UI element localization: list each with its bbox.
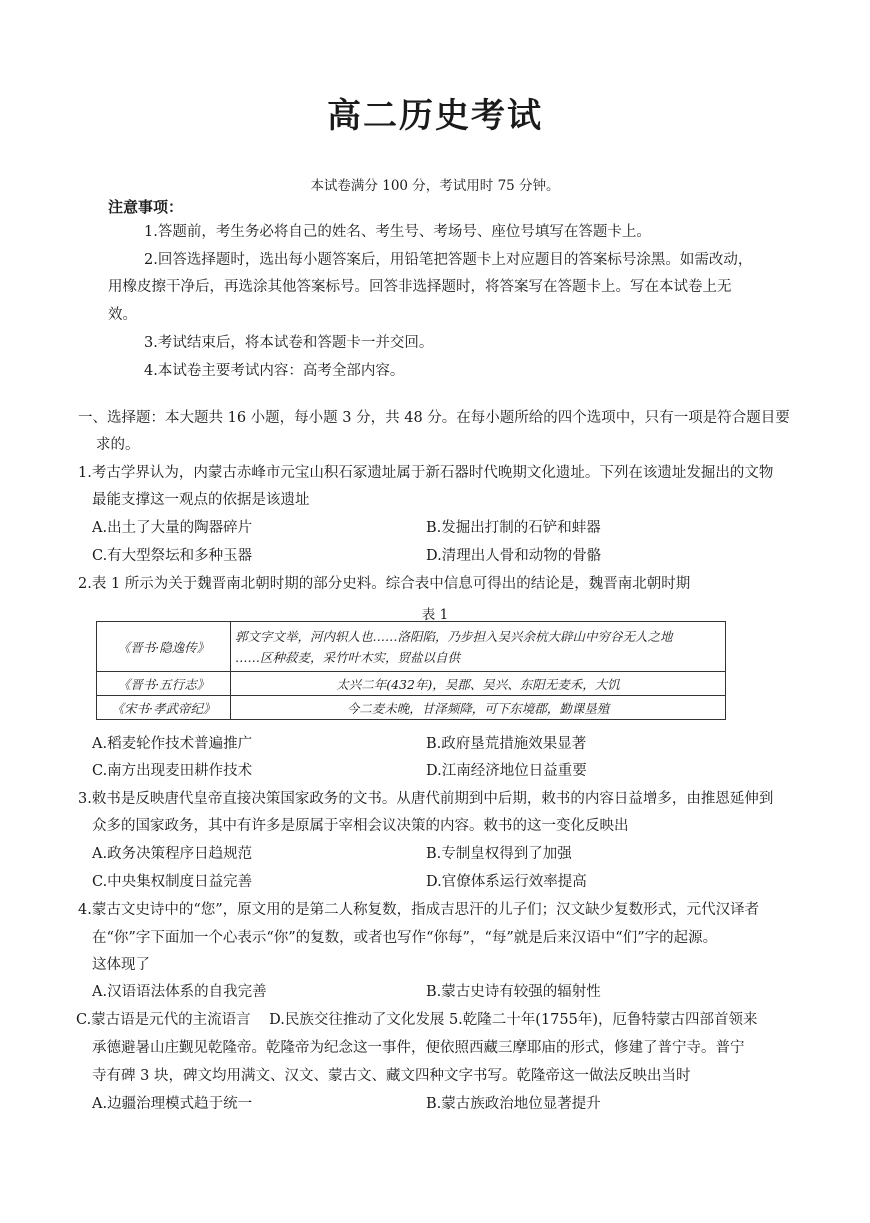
table-cell-text-line-2: ……区种菽麦，采竹叶木实，贸盐以自供 (235, 649, 461, 665)
question-1-option-c: C.有大型祭坛和多种玉器 (92, 548, 253, 564)
question-2-stem: 2.表 1 所示为关于魏晋南北朝时期的部分史料。综合表中信息可得出的结论是，魏晋南北朝时期 (78, 576, 691, 592)
question-3-option-b: B.专制皇权得到了加强 (426, 846, 572, 862)
question-1-option-b: B.发掘出打制的石铲和蚌器 (426, 520, 601, 536)
question-5-option-b: B.蒙古族政治地位显著提升 (426, 1096, 601, 1112)
table-cell-text (231, 622, 726, 672)
question-4-option-b: B.蒙古史诗有较强的辐射性 (426, 984, 601, 1000)
question-3-option-c: C.中央集权制度日益完善 (92, 874, 253, 890)
note-item-3: 3.考试结束后，将本试卷和答题卡一并交回。 (144, 335, 434, 351)
notes-heading: 注意事项： (108, 198, 184, 216)
note-item-1: 1.答题前，考生务必将自己的姓名、考生号、考场号、座位号填写在答题卡上。 (144, 224, 651, 240)
table-cell-book: 《晋书·五行志》 (97, 672, 231, 696)
question-3-stem-line-2: 众多的国家政务，其中有许多是原属于宰相会议决策的内容。敕书的这一变化反映出 (92, 818, 629, 834)
question-2-option-b: B.政府垦荒措施效果显著 (426, 736, 587, 752)
table-row (97, 696, 726, 720)
question-5-stem-line-3: 寺有碑 3 块，碑文均用满文、汉文、蒙古文、藏文四种文字书写。乾隆帝这一做法反映出当时 (92, 1068, 691, 1084)
question-5-stem-line-2: 承德避暑山庄觐见乾隆帝。乾隆帝为纪念这一事件，便依照西藏三摩耶庙的形式，修建了普宁寺。普宁 (92, 1040, 745, 1056)
question-3-option-a: A.政务决策程序日趋规范 (92, 846, 253, 862)
table-cell-book: 《晋书·隐逸传》 (97, 622, 231, 672)
question-4-stem-line-2: 在“你”字下面加一个心表示“你”的复数，或者也写作“你每”，“每”就是后来汉语中“们”字的起源。 (92, 930, 718, 946)
table-cell-text: 太兴二年(432年)，吴郡、吴兴、东阳无麦禾，大饥 (231, 672, 726, 696)
question-2-option-d: D.江南经济地位日益重要 (426, 763, 587, 779)
note-item-2-line-3: 效。 (108, 307, 137, 323)
note-item-2-line-2: 用橡皮擦干净后，再选涂其他答案标号。回答非选择题时，将答案写在答题卡上。写在本试卷上无 (108, 279, 732, 295)
section-heading-line-2: 求的。 (96, 437, 140, 453)
question-2-option-a: A.稻麦轮作技术普遍推广 (92, 736, 253, 752)
note-item-4: 4.本试卷主要考试内容：高考全部内容。 (144, 363, 405, 379)
question-4-stem-line-3: 这体现了 (92, 957, 150, 973)
question-3-stem-line-1: 3.敕书是反映唐代皇帝直接决策国家政务的文书。从唐代前期到中后期，敕书的内容日益增多，由推恩延伸到 (78, 791, 774, 807)
exam-title: 高二历史考试 (327, 96, 543, 136)
table-cell-book: 《宋书·孝武帝纪》 (97, 696, 231, 720)
question-5-option-a: A.边疆治理模式趋于统一 (92, 1096, 253, 1112)
question-1-stem-line-1: 1.考古学界认为，内蒙古赤峰市元宝山积石冢遗址属于新石器时代晚期文化遗址。下列在该遗址发掘出的文物 (78, 465, 774, 481)
question-1-option-d: D.清理出人骨和动物的骨骼 (426, 548, 602, 564)
section-heading-line-1: 一、选择题：本大题共 16 小题，每小题 3 分，共 48 分。在每小题所给的四个选项中，只有一项是符合题目要 (78, 410, 790, 426)
question-1-option-a: A.出土了大量的陶器碎片 (92, 520, 253, 536)
table-row (97, 622, 726, 672)
note-item-2-line-1: 2.回答选择题时，选出每小题答案后，用铅笔把答题卡上对应题目的答案标号涂黑。如需改动， (144, 252, 753, 268)
question-4-option-a: A.汉语语法体系的自我完善 (92, 984, 267, 1000)
source-table (96, 621, 726, 720)
question-3-option-d: D.官僚体系运行效率提高 (426, 874, 587, 890)
question-2-option-c: C.南方出现麦田耕作技术 (92, 763, 253, 779)
table-cell-text-line-1: 郭文字文举，河内轵人也……洛阳陷，乃步担入吴兴余杭大辟山中穷谷无人之地 (235, 628, 673, 644)
question-4-stem-line-1: 4.蒙古文史诗中的“您”，原文用的是第二人称复数，指成吉思汗的儿子们；汉文缺少复数形式，元代汉译者 (78, 902, 760, 918)
table-row (97, 672, 726, 696)
table-caption: 表 1 (421, 607, 449, 623)
question-1-stem-line-2: 最能支撑这一观点的依据是该遗址 (92, 492, 310, 508)
exam-subtitle: 本试卷满分 100 分，考试用时 75 分钟。 (310, 178, 560, 194)
question-4-options-cd-and-question-5-start: C.蒙古语是元代的主流语言 D.民族交往推动了文化发展 5.乾隆二十年(1755年)，厄鲁特蒙古四部首领来 (76, 1012, 758, 1028)
table-cell-text: 今二麦未晚，甘泽频降，可下东境郡，勤课垦殖 (231, 696, 726, 720)
